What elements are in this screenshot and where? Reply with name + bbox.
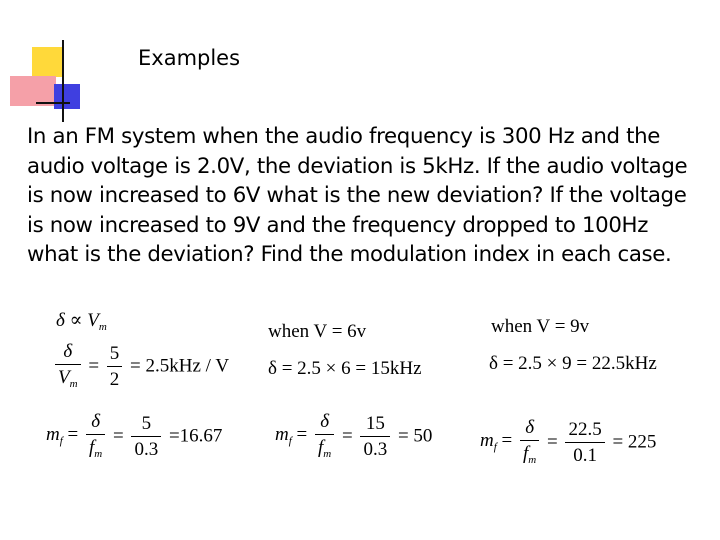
ratio-fraction-1 <box>55 342 81 390</box>
mf2-num1: δ <box>315 412 334 435</box>
mf1-lhs: m <box>46 424 60 445</box>
mf3-den1-sub: m <box>528 454 537 466</box>
ratio-fraction-2 <box>107 344 123 389</box>
mf1-fraction-1 <box>86 412 105 460</box>
mf3-num2: 22.5 <box>565 420 604 443</box>
prop-rhs-sub: m <box>98 321 107 333</box>
mf2-result: = 50 <box>397 425 433 447</box>
decor-yellow-square <box>32 47 62 77</box>
mf1-fraction-2 <box>131 414 161 459</box>
delta-9v: δ = 2.5 × 9 = 22.5kHz <box>489 353 657 374</box>
delta-6v: δ = 2.5 × 6 = 15kHz <box>268 358 422 379</box>
mf2-lhs: m <box>275 424 289 445</box>
mf3-lhs: m <box>480 430 494 451</box>
ratio-den1-sub: m <box>69 378 78 390</box>
when-9v: when V = 9v <box>491 316 590 337</box>
mf2-den2: 0.3 <box>363 438 388 460</box>
mf2-lhs-sub: f <box>288 435 292 447</box>
prop-lhs: δ <box>56 310 65 331</box>
mf2-den1: f <box>318 437 324 458</box>
mf1-den1-sub: m <box>94 448 103 460</box>
ratio-result: = 2.5kHz / V <box>130 355 230 377</box>
decor-blue-square <box>54 84 80 109</box>
slide-title: Examples <box>138 46 241 70</box>
problem-text: In an FM system when the audio frequency is 300 Hz and the audio voltage is 2.0V, the deviation is 5kHz. If the audio voltage is now increased to 6V what is the new deviation? If the voltage is now increased to 9V and the frequency dropped to 100Hz what is the deviation? Find the modulation index in each case. <box>27 124 688 267</box>
mf1-result: =16.67 <box>168 425 223 447</box>
prop-rhs: V <box>87 310 99 331</box>
mf3-result: = 225 <box>612 431 657 453</box>
mf3-den1: f <box>523 443 529 464</box>
mf2-num2: 15 <box>360 414 390 437</box>
mf1-lhs-sub: f <box>59 435 63 447</box>
ratio-equation <box>52 342 229 390</box>
mf2-fraction-2 <box>360 414 390 459</box>
ratio-num2: 5 <box>107 344 123 367</box>
mf3-fraction-1 <box>520 418 539 466</box>
mf2-den1-sub: m <box>323 448 332 460</box>
modulation-index-1: $m_f$ = $\frac{\delta}{f_m}$ = $\frac{5}{0.3}$ =16.67 <box>46 411 223 460</box>
modulation-index-3: $m_f$ = $\frac{\delta}{f_m}$ = $\frac{22.5}{0.1}$ = 225 <box>480 417 657 466</box>
ratio-den2: 2 <box>109 368 120 390</box>
mf1-den1: f <box>89 437 95 458</box>
modulation-index-2: $m_f$ = $\frac{\delta}{f_m}$ = $\frac{15}{0.3}$ = 50 <box>275 411 433 460</box>
ratio-eq: = <box>88 355 100 377</box>
proportional-equation <box>56 311 107 333</box>
when-6v: when V = 6v <box>268 321 367 342</box>
decor-horizontal-line <box>36 102 70 104</box>
mf3-fraction-2 <box>565 420 604 465</box>
decor-vertical-line <box>62 40 64 122</box>
ratio-num1: δ <box>55 342 81 365</box>
prop-operator: ∝ <box>69 310 83 331</box>
mf3-den2: 0.1 <box>573 444 597 466</box>
mf3-num1: δ <box>520 418 539 441</box>
ratio-den1: V <box>58 367 70 388</box>
mf3-lhs-sub: f <box>493 441 497 453</box>
mf2-fraction-1 <box>315 412 334 460</box>
mf1-num1: δ <box>86 412 105 435</box>
mf1-den2: 0.3 <box>134 438 159 460</box>
mf1-num2: 5 <box>131 414 161 437</box>
